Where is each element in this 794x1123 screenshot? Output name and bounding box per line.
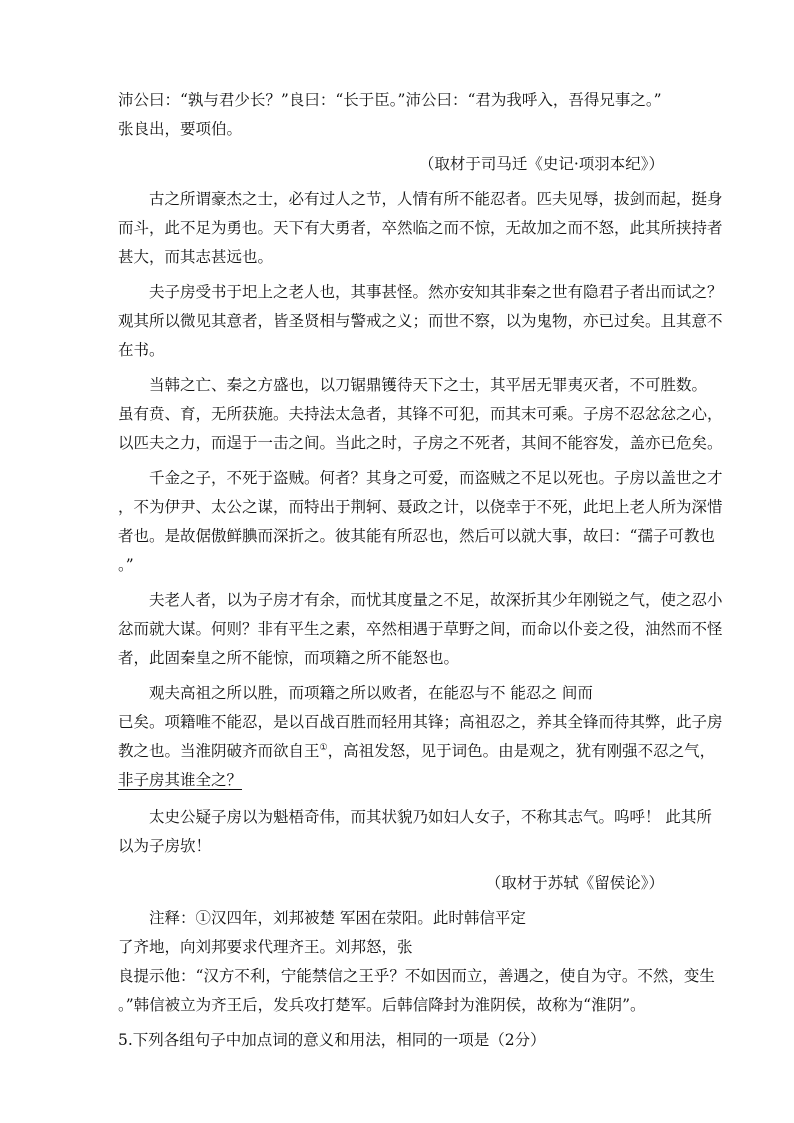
paragraph-1 bbox=[118, 185, 723, 272]
source-citation-liuhoulun: （取材于苏轼《留侯论》） bbox=[485, 874, 664, 892]
paragraph-4 bbox=[118, 464, 723, 580]
text-line: 者，此固秦皇之所不能惊，而项籍之所不能怒也。 bbox=[118, 649, 460, 667]
paragraph-7 bbox=[118, 803, 712, 861]
text-line: 千金之子，不死于盗贼。何者？其身之可爱，而盗贼之不足以死也。子房以盖世之才 bbox=[149, 469, 723, 487]
text-line: 以为子房欤！ bbox=[118, 837, 212, 855]
note-line: 良提示他：“汉方不利，宁能禁信之王乎？不如因而立，善遇之，使自为守。不然，变生 bbox=[118, 967, 715, 985]
footnote-marker: ① bbox=[319, 743, 328, 753]
paragraph-6 bbox=[118, 679, 723, 795]
paragraph-5 bbox=[118, 586, 723, 673]
text-line: 忿而就大谋。何则？非有平生之素，卒然相遇于草野之间，而命以仆妾之役，油然而不怪 bbox=[118, 620, 723, 638]
text-line: 当韩之亡、秦之方盛也，以刀锯鼎镬待天下之士，其平居无罪夷灭者，不可胜数。 bbox=[149, 376, 708, 394]
text-line: 者也。是故倨傲鲜腆而深折之。彼其能有所忍也，然后可以就大事，故曰：“孺子可教也 bbox=[118, 527, 715, 545]
text-line: 观其所以微见其意者，皆圣贤相与警戒之义；而世不察，以为鬼物，亦已过矣。且其意不 bbox=[118, 312, 723, 330]
underlined-sentence: 非子房其谁全之？ bbox=[118, 771, 243, 789]
paragraph-3 bbox=[118, 371, 723, 458]
question-5: 5.下列各组句子中加点词的意义和用法，相同的一项是（2分） bbox=[118, 1031, 546, 1049]
text-line: 沛公曰：“孰与君少长？”良曰：“长于臣。”沛公曰：“君为我呼入，吾得兄事之。” bbox=[118, 91, 662, 109]
text-line: 古之所谓豪杰之士，必有过人之节，人情有所不能忍者。匹夫见辱，拔剑而起，挺身 bbox=[149, 190, 723, 208]
source-citation-shiji: （取材于司马迁《史记·项羽本纪》） bbox=[418, 155, 664, 173]
text-line: 夫子房受书于圯上之老人也，其事甚怪。然亦安知其非秦之世有隐君子者出而试之？ bbox=[149, 283, 723, 301]
text-line bbox=[118, 737, 716, 766]
text-line: 夫老人者，以为子房才有余，而忧其度量之不足，故深折其少年刚锐之气，使之忍小 bbox=[149, 591, 723, 609]
text-segment: 教之也。当淮阴破齐而欲自王 bbox=[118, 742, 320, 760]
text-line: 。” bbox=[118, 556, 134, 574]
text-line: 观夫高祖之所以胜，而项籍之所以败者，在能忍与不 能忍之 间而 bbox=[149, 684, 593, 702]
opening-paragraph bbox=[118, 86, 674, 144]
document-page bbox=[118, 86, 723, 1055]
note-line: 了齐地，向刘邦要求代理齐王。刘邦怒，张 bbox=[118, 938, 413, 956]
text-line: 已矣。项籍唯不能忍，是以百战百胜而轻用其锋；高祖忍之，养其全锋而待其弊，此子房 bbox=[118, 713, 723, 731]
paragraph-2 bbox=[118, 278, 723, 365]
note-line: 注释：①汉四年，刘邦被楚 军困在荥阳。此时韩信平定 bbox=[149, 909, 526, 927]
text-line: 甚大，而其志甚远也。 bbox=[118, 248, 274, 266]
text-line: 在书。 bbox=[118, 341, 165, 359]
text-line: 张良出，要项伯。 bbox=[118, 120, 243, 138]
text-line: 虽有贲、育，无所获施。夫持法太急者，其锋不可犯，而其末可乘。子房不忍忿忿之心， bbox=[118, 405, 723, 423]
text-line: 太史公疑子房以为魁梧奇伟，而其状貌乃如妇人女子，不称其志气。呜呼！ 此其所 bbox=[149, 808, 712, 826]
text-line: ，不为伊尹、太公之谋，而特出于荆轲、聂政之计，以侥幸于不死，此圯上老人所为深惜 bbox=[118, 498, 723, 516]
text-segment: ，高祖发怒，见于词色。由是观之，犹有刚强不忍之气， bbox=[327, 742, 716, 760]
text-line bbox=[118, 766, 674, 795]
annotation-notes bbox=[118, 904, 715, 1020]
note-line: 。”韩信被立为齐王后，发兵攻打楚军。后韩信降封为淮阴侯，故称为“淮阴”。 bbox=[118, 996, 646, 1014]
text-line: 而斗，此不足为勇也。天下有大勇者，卒然临之而不惊，无故加之而不怒，此其所挟持者 bbox=[118, 219, 723, 237]
text-line: 以匹夫之力，而逞于一击之间。当此之时，子房之不死者，其间不能容发，盖亦已危矣。 bbox=[118, 434, 723, 452]
